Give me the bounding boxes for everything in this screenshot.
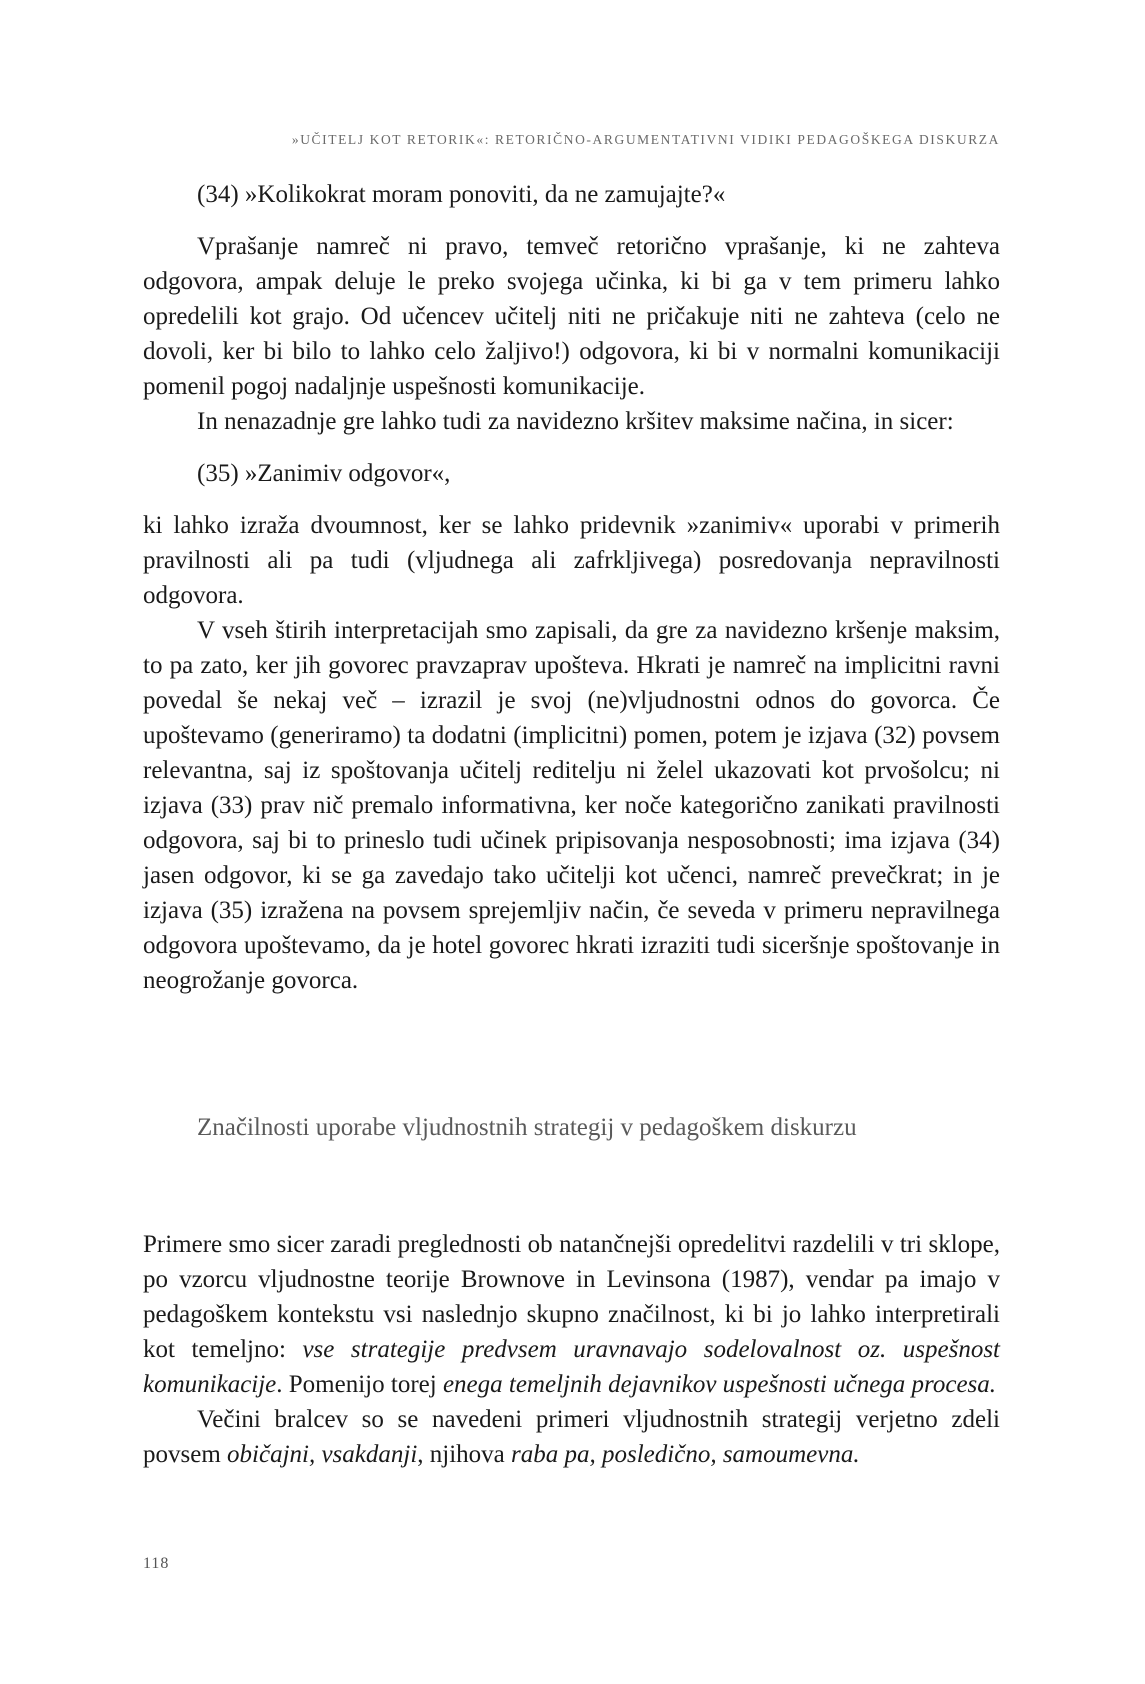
text-run: Primere smo sicer zaradi preglednosti ob natančnejši opredelitvi razdelili v tri sklope, po vzorcu vljudnostne teorije Brownove in Levinsona (1987), vendar pa imajo v pedagoškem kontekstu vsi naslednjo skupno značilnost, ki bi jo lahko interpretirali kot temeljno:: [143, 1231, 1000, 1363]
paragraph: In nenazadnje gre lahko tudi za navidezno kršitev maksime načina, in sicer:: [197, 408, 954, 435]
emphasis: raba pa, posledično, samoumevna.: [511, 1441, 860, 1468]
emphasis: enega temeljnih dejavnikov uspešnosti učnega procesa.: [442, 1371, 997, 1398]
emphasis: vse strategije predvsem uravnavajo sodelovalnost oz. uspešnost komunikacije: [143, 1336, 1000, 1398]
page-number: 118: [143, 1555, 170, 1572]
text-run: , njihova: [417, 1441, 512, 1468]
paragraph: ki lahko izraža dvoumnost, ker se lahko pridevnik »zanimiv« uporabi v primerih pravilnosti ali pa tudi (vljudnega ali zafrkljivega) posredovanja nepravilnosti odgovora.: [143, 512, 1000, 609]
text-run: Večini bralcev so se navedeni primeri vljudnostnih strategij verjetno zdeli povsem: [143, 1406, 1000, 1468]
running-head: »UČITELJ KOT RETORIK«: RETORIČNO-ARGUMENTATIVNI VIDIKI PEDAGOŠKEGA DISKURZA: [291, 132, 1000, 147]
section-heading: Značilnosti uporabe vljudnostnih strategij v pedagoškem diskurzu: [197, 1114, 857, 1141]
example-34: (34) »Kolikokrat moram ponoviti, da ne zamujajte?«: [197, 181, 726, 208]
paragraph: V vseh štirih interpretacijah smo zapisali, da gre za navidezno kršenje maksim, to pa zato, ker jih govorec pravzaprav upošteva. Hkrati je namreč na implicitni ravni povedal še nekaj več – izrazil je svoj (ne)vljudnostni odnos do govorca. Če upoštevamo (generiramo) ta dodatni (implicitni) pomen, potem je izjava (32) povsem relevantna, saj iz spoštovanja učitelj reditelju ni želel ukazovati kot prvošolcu; ni izjava (33) prav nič premalo informativna, ker noče kategorično zanikati pravilnosti odgovora, saj bi to prineslo tudi učinek pripisovanja nesposobnosti; ima izjava (34) jasen odgovor, ki se ga zavedajo tako učitelji kot učenci, namreč prevečkrat; in je izjava (35) izražena na povsem sprejemljiv način, če seveda v primeru nepravilnega odgovora upoštevamo, da je hotel govorec hkrati izraziti tudi siceršnje spoštovanje in neogrožanje govorca.: [143, 617, 1000, 994]
text-block-lower: [143, 1227, 1000, 1472]
emphasis: običajni, vsakdanji: [227, 1441, 418, 1468]
paragraph: Vprašanje namreč ni pravo, temveč retorično vprašanje, ki ne zahteva odgovora, ampak deluje le preko svojega učinka, ki bi ga v tem primeru lahko opredelili kot grajo. Od učencev učitelj niti ne pričakuje niti ne zahteva (celo ne dovoli, ker bi bilo to lahko celo žaljivo!) odgovora, ki bi v normalni komunikaciji pomenil pogoj nadaljnje uspešnosti komunikacije.: [143, 233, 1000, 400]
example-35: (35) »Zanimiv odgovor«,: [197, 460, 451, 487]
paragraph: [143, 1402, 1000, 1472]
text-run: . Pomenijo torej: [276, 1371, 443, 1398]
text-block-upper: [143, 177, 1000, 998]
paragraph: [143, 1227, 1000, 1402]
